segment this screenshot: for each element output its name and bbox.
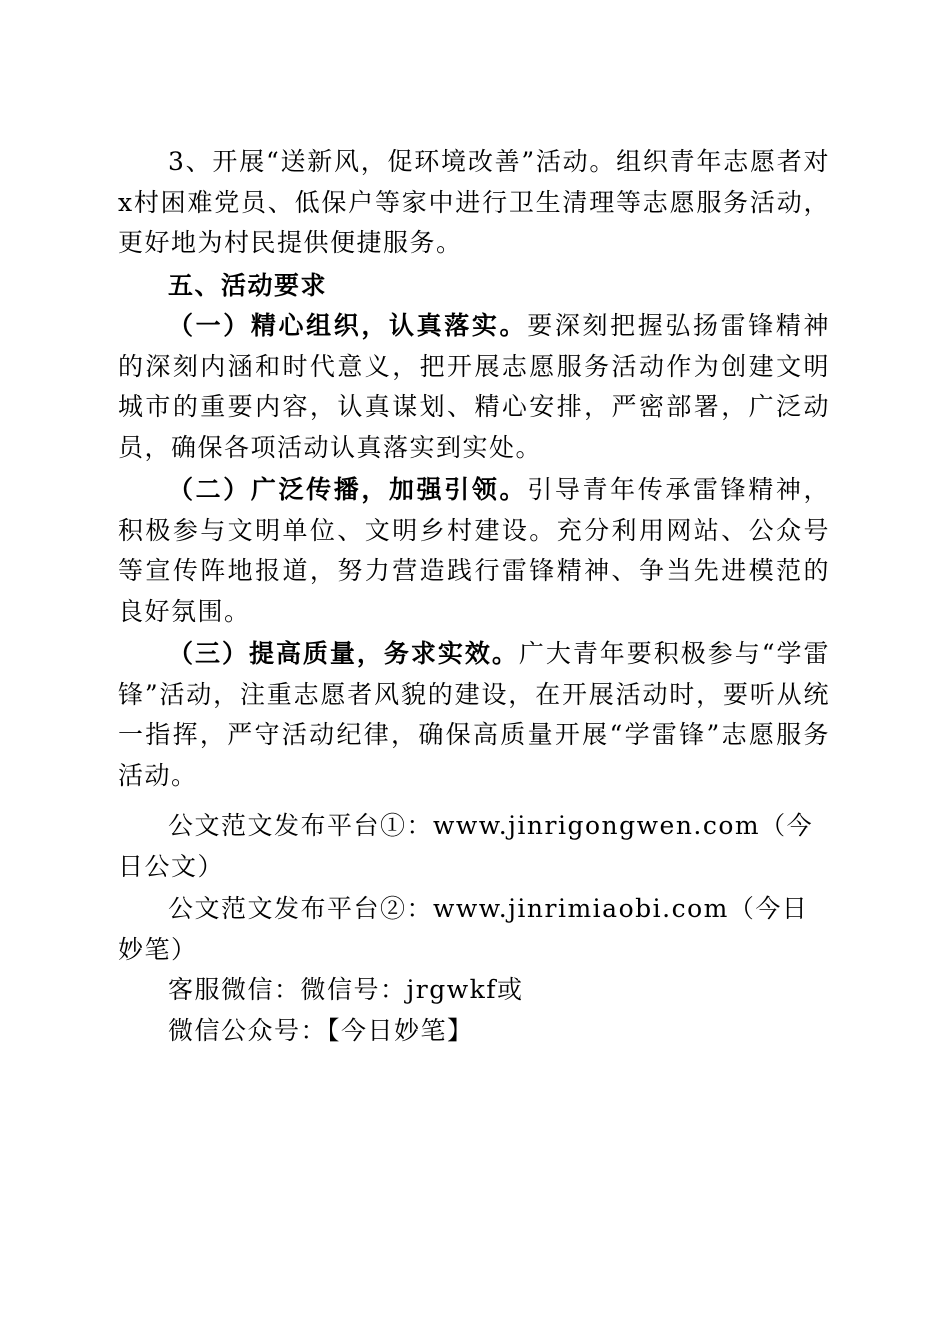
section-heading-requirements: 五、活动要求 bbox=[168, 270, 328, 300]
footer-service: 客服微信：微信号：jrgwkf或 bbox=[168, 975, 524, 1004]
requirement-item-3 bbox=[118, 634, 830, 796]
requirement-item-1-body: 要深刻把握弘扬雷锋精神的深刻内涵和时代意义，把开展志愿服务活动作为创建文明城市的重要内容，认真谋划、精心安排，严密部署，广泛动员，确保各项活动认真落实到实处。 bbox=[118, 311, 830, 462]
footer-platform-2: 公文范文发布平台②：www.jinrimiaobi.com（今日妙笔） bbox=[118, 894, 809, 964]
footer-platform-1: 公文范文发布平台①：www.jinrigongwen.com（今日公文） bbox=[118, 811, 814, 881]
requirement-item-3-lead: （三）提高质量，务求实效。 bbox=[168, 639, 519, 668]
requirement-item-2-lead: （二）广泛传播，加强引领。 bbox=[168, 475, 528, 504]
paragraph-activity-3: 3、开展“送新风，促环境改善”活动。组织青年志愿者对x村困难党员、低保户等家中进行卫生清理等志愿服务活动，更好地为村民提供便捷服务。 bbox=[118, 147, 830, 257]
requirement-item-2-body: 引导青年传承雷锋精神，积极参与文明单位、文明乡村建设。充分利用网站、公众号等宣传阵地报道，努力营造践行雷锋精神、争当先进模范的良好氛围。 bbox=[118, 475, 830, 626]
requirement-item-1-lead: （一）精心组织，认真落实。 bbox=[168, 311, 528, 340]
requirement-item-3-body: 广大青年要积极参与“学雷锋”活动，注重志愿者风貌的建设，在开展活动时，要听从统一指挥，严守活动纪律，确保高质量开展“学雷锋”志愿服务活动。 bbox=[118, 639, 830, 790]
requirement-item-1 bbox=[118, 306, 830, 468]
footer-wechat: 微信公众号：【今日妙笔】 bbox=[168, 1015, 474, 1045]
requirement-item-2 bbox=[118, 470, 830, 632]
document-page bbox=[118, 142, 830, 1051]
